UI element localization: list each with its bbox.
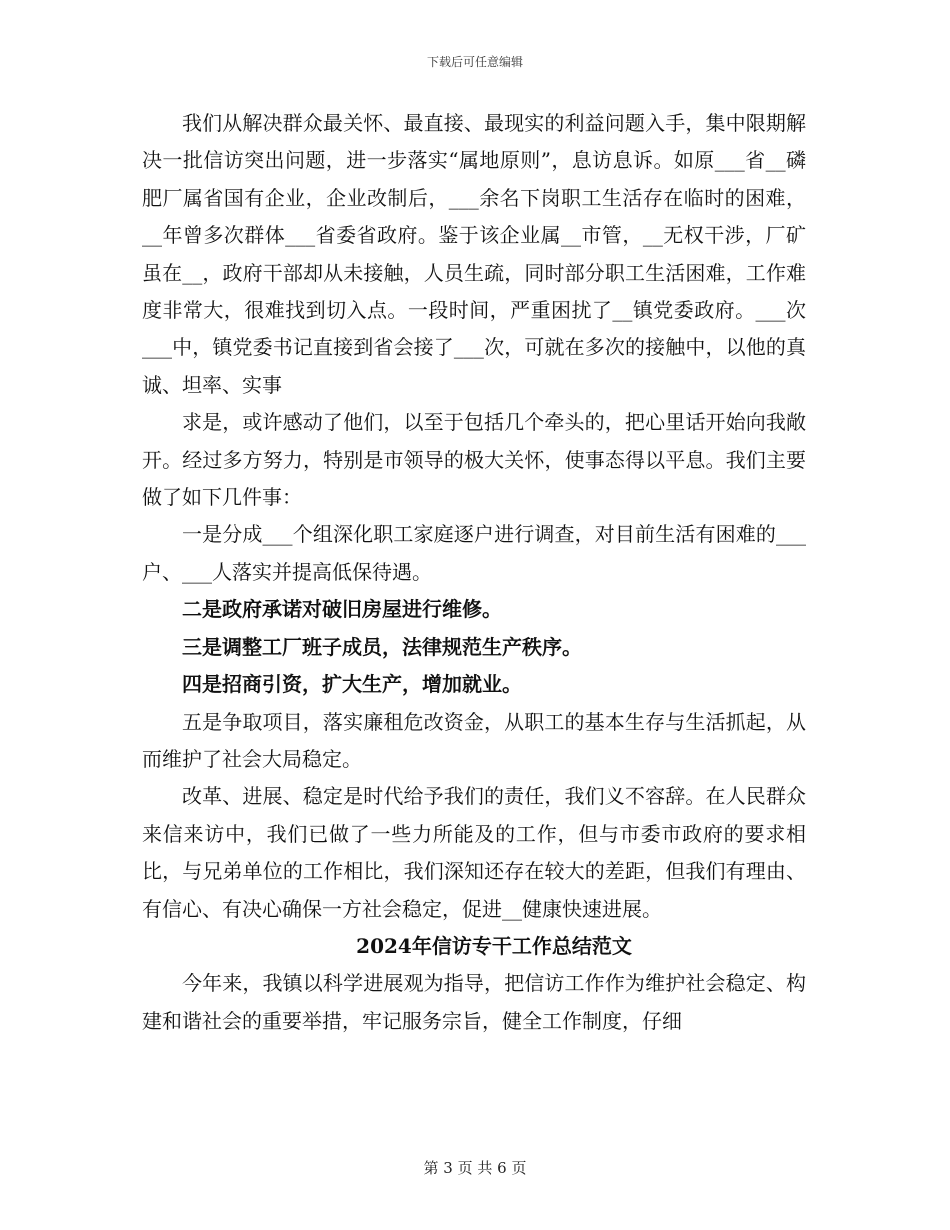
document-body	[142, 105, 806, 1040]
paragraph-5: 三是调整工厂班子成员，法律规范生产秩序。	[182, 634, 582, 659]
closing-paragraph: 今年来，我镇以科学进展观为指导，把信访工作作为维护社会稳定、构建和谐社会的重要举措，牢记服务宗旨，健全工作制度，仔细	[142, 971, 806, 1033]
paragraph-4: 二是政府承诺对破旧房屋进行维修。	[182, 597, 502, 622]
paragraph-8: 改革、进展、稳定是时代给予我们的责任，我们义不容辞。在人民群众来信来访中，我们已做了一些力所能及的工作，但与市委市政府的要求相比，与兄弟单位的工作相比，我们深知还存在较大的差距，但我们有理由、有信心、有决心确保一方社会稳定，促进__健康快速进展。	[142, 784, 806, 921]
paragraph-1: 我们从解决群众最关怀、最直接、最现实的利益问题入手，集中限期解决一批信访突出问题，进一步落实“属地原则”，息访息诉。如原___省__磷肥厂属省国有企业，企业改制后，___余名下岗职工生活存在临时的困难，__年曾多次群体___省委省政府。鉴于该企业属__市管，__无权干涉，厂矿虽在__，政府干部却从未接触，人员生疏，同时部分职工生活困难，工作难度非常大，很难找到切入点。一段时间，严重困扰了__镇党委政府。___次___中，镇党委书记直接到省会接了___次，可就在多次的接触中，以他的真诚、坦率、实事	[142, 111, 806, 397]
page-header: 下载后可任意编辑	[426, 55, 523, 69]
paragraph-2: 求是，或许感动了他们，以至于包括几个牵头的，把心里话开始向我敞开。经过多方努力，特别是市领导的极大关怀，使事态得以平息。我们主要做了如下几件事：	[142, 410, 806, 510]
paragraph-7: 五是争取项目，落实廉租危改资金，从职工的基本生存与生活抓起，从而维护了社会大局稳定。	[142, 709, 806, 771]
page-footer: 第 3 页 共 6 页	[423, 1159, 527, 1177]
section-title: 2024年信访专干工作总结范文	[356, 933, 632, 958]
paragraph-6: 四是招商引资，扩大生产，增加就业。	[182, 672, 522, 697]
paragraph-3: 一是分成___个组深化职工家庭逐户进行调查，对目前生活有困难的___户、___人落实并提高低保待遇。	[142, 522, 806, 584]
